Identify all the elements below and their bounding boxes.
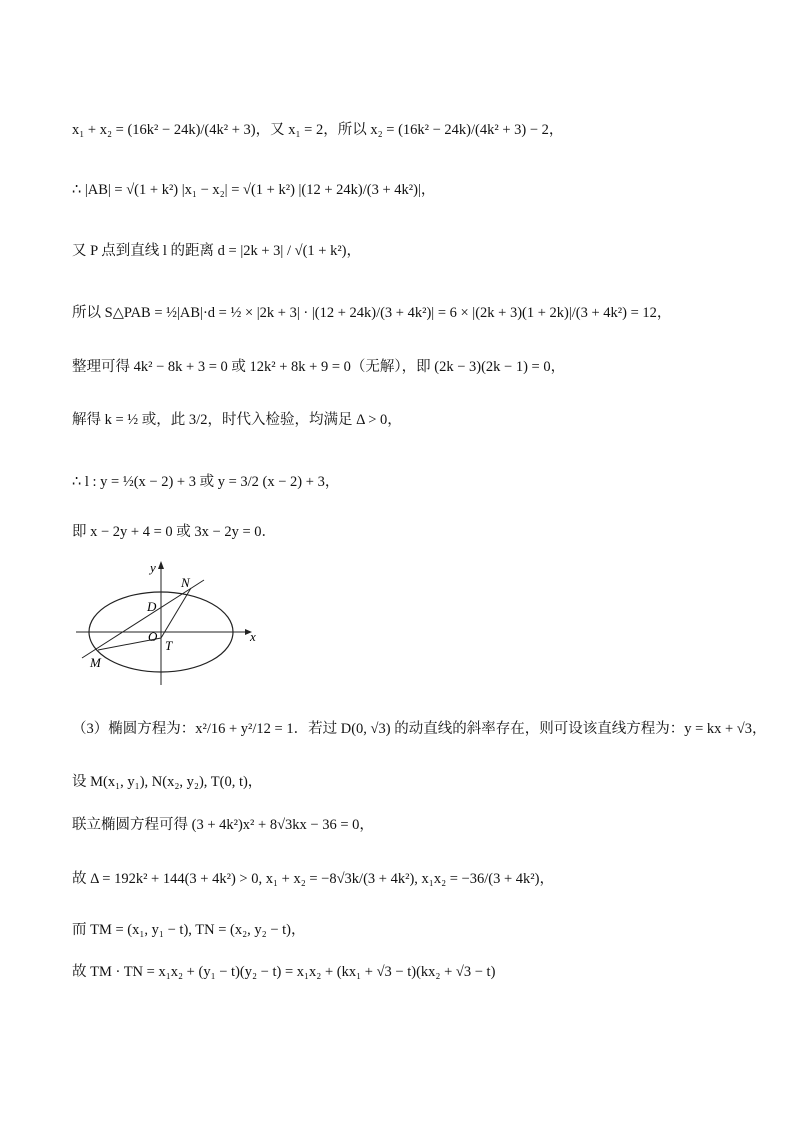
line-13: 而 TM = (x₁, y₁ − t), TN = (x₂, y₂ − t)， [72,922,306,938]
line-2: ∴ |AB| = √(1 + k²) |x₁ − x₂| = √(1 + k²) |(12 + 24k)/(3 + 4k²)|， [72,182,436,198]
line-4: 所以 S△PAB = ½|AB|·d = ½ × |2k + 3| · |(12 + 24k)/(3 + 4k²)| = 6 × |(2k + 3)(1 + 2k)|/(3 + 4k²) = 12， [72,305,672,321]
segment-tn [161,588,191,638]
line-6: 解得 k = ½ 或，此 3/2，时代入检验，均满足 Δ > 0， [72,412,402,428]
label-t: T [165,638,173,653]
line-9: （3）椭圆方程为：x²/16 + y²/12 = 1．若过 D(0, √3) 的动直线的斜率存在，则可设该直线方程为：y = kx + √3， [72,721,767,737]
line-11: 联立椭圆方程可得 (3 + 4k²)x² + 8√3kx − 36 = 0， [72,817,374,833]
label-m: M [90,655,101,670]
line-mn [82,580,204,658]
line-10: 设 M(x₁, y₁), N(x₂, y₂), T(0, t)， [72,774,263,790]
y-axis-arrow [158,561,164,569]
label-x: x [250,629,256,644]
ellipse-diagram [70,557,270,689]
line-5: 整理可得 4k² − 8k + 3 = 0 或 12k² + 8k + 9 = 0（无解），即 (2k − 3)(2k − 1) = 0， [72,359,566,375]
label-y: y [150,560,156,575]
line-7: ∴ l : y = ½(x − 2) + 3 或 y = 3/2 (x − 2) + 3， [72,474,340,490]
line-14: 故 TM · TN = x₁x₂ + (y₁ − t)(y₂ − t) = x₁x₂ + (kx₁ + √3 − t)(kx₂ + √3 − t) [72,964,496,980]
line-1: x₁ + x₂ = (16k² − 24k)/(4k² + 3)，又 x₁ = 2，所以 x₂ = (16k² − 24k)/(4k² + 3) − 2， [72,122,564,138]
line-3: 又 P 点到直线 l 的距离 d = |2k + 3| / √(1 + k²)， [72,243,362,259]
label-d: D [147,599,157,614]
line-12: 故 Δ = 192k² + 144(3 + 4k²) > 0, x₁ + x₂ = −8√3k/(3 + 4k²), x₁x₂ = −36/(3 + 4k²)， [72,871,554,887]
line-8: 即 x − 2y + 4 = 0 或 3x − 2y = 0． [72,524,277,540]
label-n: N [181,575,190,590]
label-o: O [148,629,158,644]
